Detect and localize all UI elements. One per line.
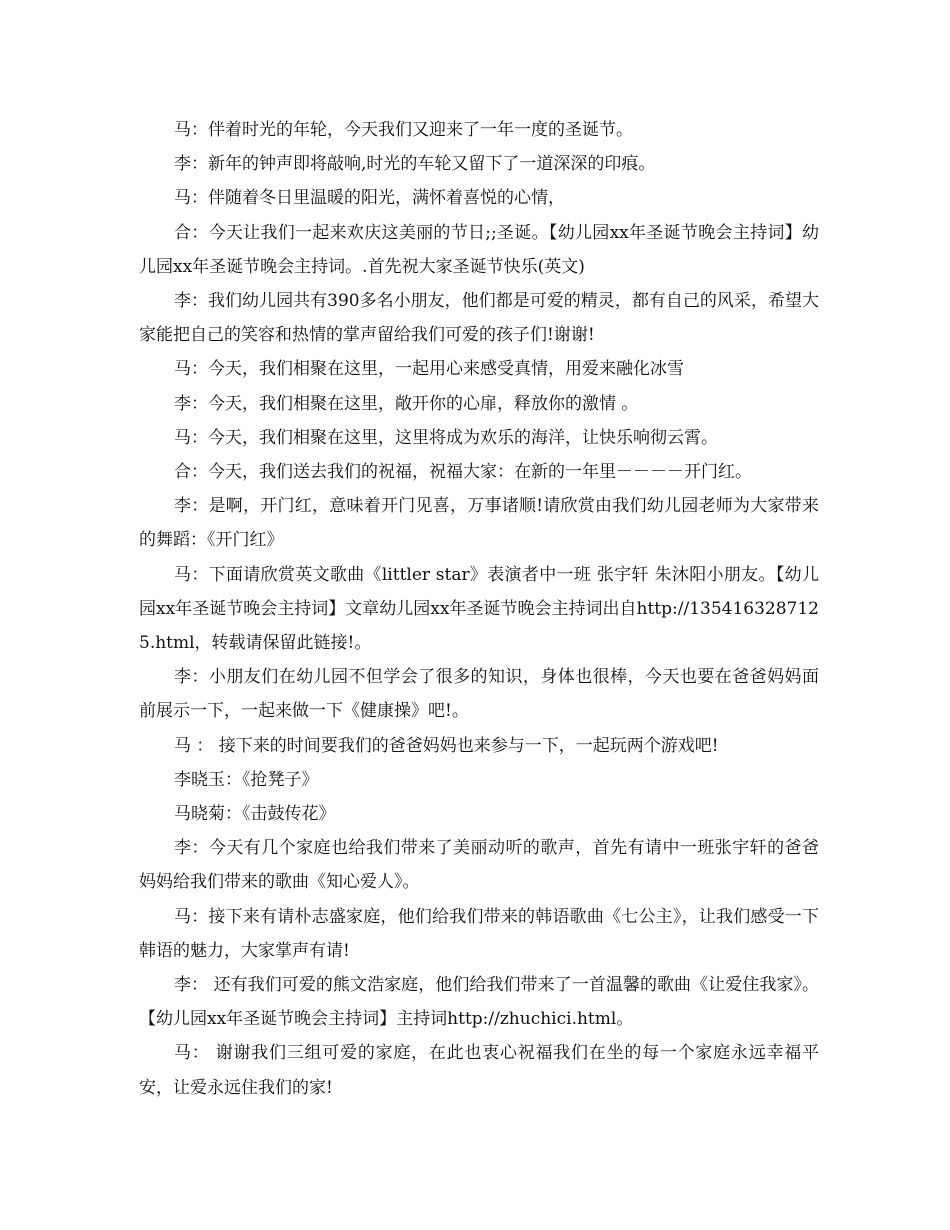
dialogue-line-1: 马：伴着时光的年轮，今天我们又迎来了一年一度的圣诞节。 xyxy=(174,120,633,140)
dialogue-line-15: 马晓菊：《击鼓传花》 xyxy=(174,804,336,825)
dialogue-line-9: 合：今天，我们送去我们的祝福，祝福大家：在新的一年里－－－－开门红。 xyxy=(174,462,752,483)
dialogue-line-7: 李：今天，我们相聚在这里，敞开你的心扉，释放你的激情 。 xyxy=(174,393,639,414)
dialogue-line-3: 马：伴随着冬日里温暖的阳光，满怀着喜悦的心情， xyxy=(174,188,565,209)
dialogue-line-17: 马：接下来有请朴志盛家庭，他们给我们带来的韩语歌曲《七公主》，让我们感受一下韩语的魅力，大家掌声有请! xyxy=(139,906,819,961)
dialogue-line-13: 马 ： 接下来的时间要我们的爸爸妈妈也来参与一下，一起玩两个游戏吧! xyxy=(174,735,719,756)
dialogue-line-2: 李：新年的钟声即将敲响,时光的车轮又留下了一道深深的印痕。 xyxy=(174,154,656,175)
dialogue-line-8: 马：今天，我们相聚在这里，这里将成为欢乐的海洋，让快乐响彻云霄。 xyxy=(174,427,718,448)
dialogue-line-14: 李晓玉：《抢凳子》 xyxy=(174,769,319,790)
dialogue-line-12: 李：小朋友们在幼儿园不但学会了很多的知识，身体也很棒，今天也要在爸爸妈妈面前展示一下，一起来做一下《健康操》吧!。 xyxy=(139,667,819,722)
dialogue-line-4: 合：今天让我们一起来欢庆这美丽的节日;;圣诞。【幼儿园xx年圣诞节晚会主持词】幼儿园xx年圣诞节晚会主持词。.首先祝大家圣诞节快乐(英文) xyxy=(139,222,819,277)
dialogue-line-6: 马：今天，我们相聚在这里，一起用心来感受真情，用爱来融化冰雪 xyxy=(174,359,684,380)
dialogue-line-10: 李：是啊，开门红，意味着开门见喜，万事诸顺!请欣赏由我们幼儿园老师为大家带来的舞蹈：《开门红》 xyxy=(139,496,819,551)
dialogue-line-18: 李： 还有我们可爱的熊文浩家庭，他们给我们带来了一首温馨的歌曲《让爱住我家》。【幼儿园xx年圣诞节晚会主持词】主持词http://zhuchici.html。 xyxy=(139,975,819,1030)
dialogue-line-5: 李：我们幼儿园共有390多名小朋友，他们都是可爱的精灵，都有自己的风采，希望大家能把自己的笑容和热情的掌声留给我们可爱的孩子们!谢谢! xyxy=(139,291,819,346)
script-body xyxy=(139,113,819,1105)
dialogue-line-19: 马： 谢谢我们三组可爱的家庭，在此也衷心祝福我们在坐的每一个家庭永远幸福平安，让爱永远住我们的家! xyxy=(139,1043,819,1098)
dialogue-line-11: 马：下面请欣赏英文歌曲《littler star》表演者中一班 张宇轩 朱沐阳小朋友。【幼儿园xx年圣诞节晚会主持词】文章幼儿园xx年圣诞节晚会主持词出自http://1354163287125.html，转载请保留此链接!。 xyxy=(139,564,819,654)
dialogue-line-16: 李：今天有几个家庭也给我们带来了美丽动听的歌声，首先有请中一班张宇轩的爸爸妈妈给我们带来的歌曲《知心爱人》。 xyxy=(139,838,819,893)
